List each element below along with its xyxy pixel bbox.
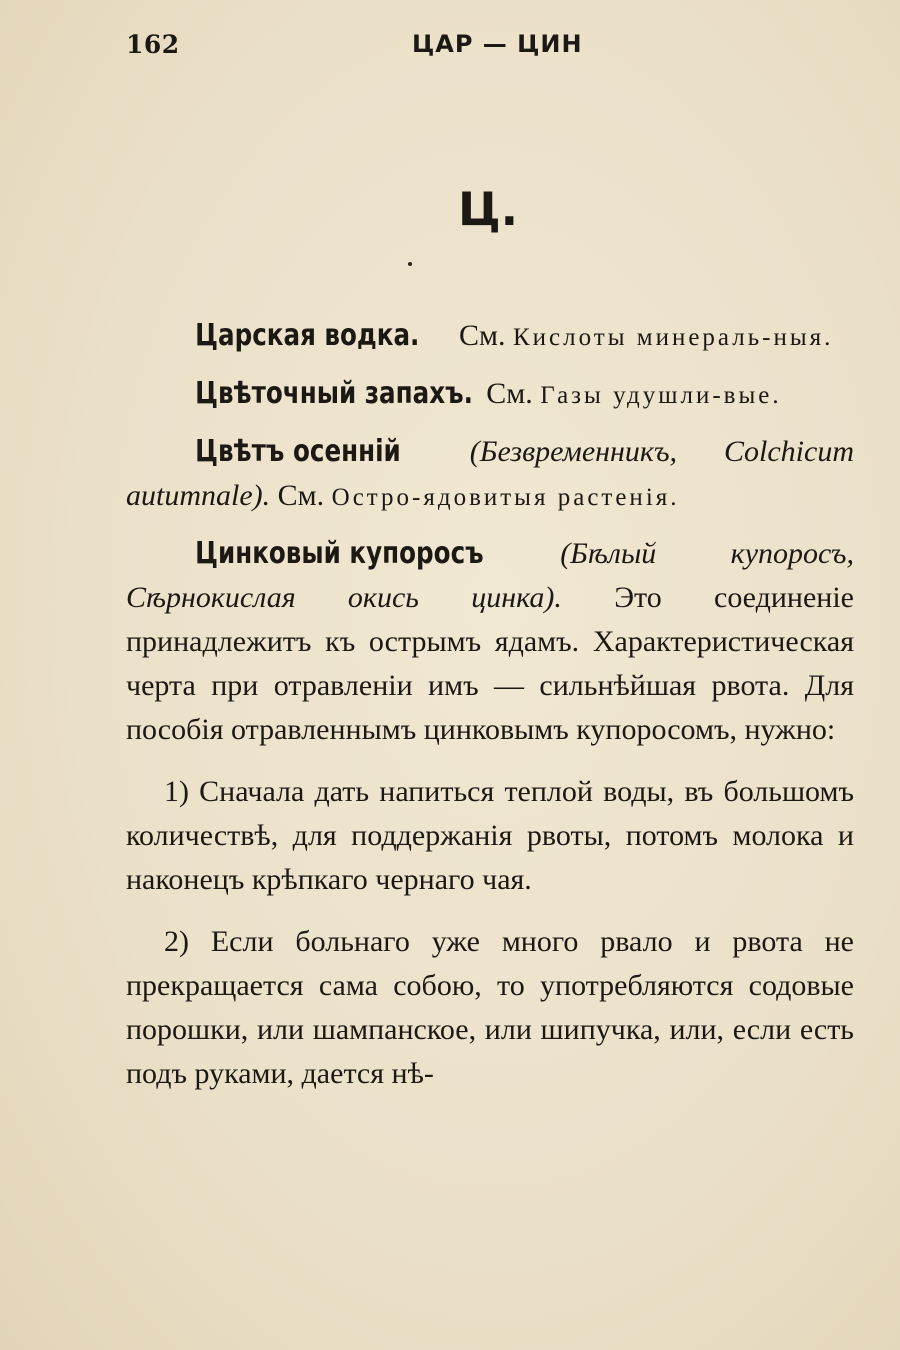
entry-synonyms: (Бѣлый купоросъ, Сѣрнокислая окись цинка).	[126, 537, 855, 614]
dictionary-entry	[126, 314, 854, 360]
entry-headword: Цвѣтъ осеннiй	[195, 434, 401, 469]
page-body	[126, 314, 854, 1114]
cross-reference: Газы удушли-вые.	[540, 382, 782, 409]
ink-speck	[408, 262, 412, 266]
entry-headword: Царская водка.	[195, 318, 420, 353]
page-number: 162	[126, 30, 180, 59]
entry-text: Это соединенiе принадлежитъ къ острымъ ядамъ. Характеристическая черта при отравленiи имъ — сильнѣйшая рвота. Для пособiя отравленнымъ цинковымъ купоросомъ, нужно:	[126, 581, 854, 746]
section-heading: Ц.	[458, 182, 519, 236]
dictionary-entry	[126, 430, 854, 520]
running-head	[120, 30, 860, 70]
dictionary-entry	[126, 532, 854, 752]
entry-headword: Цинковый купоросъ	[195, 536, 484, 571]
see-reference-marker: См.	[486, 377, 533, 410]
see-reference-marker: См.	[277, 479, 325, 512]
cross-reference: Кислоты минераль-ныя.	[512, 324, 834, 351]
entry-headword: Цвѣточный запахъ.	[195, 376, 473, 411]
dictionary-entry	[126, 372, 854, 418]
cross-reference: Остро-ядовитыя растенiя.	[331, 484, 680, 511]
numbered-paragraph: 2) Если больнаго уже много рвало и рвота не прекращается сама собою, то употребляются содовые порошки, или шампанское, или шипучка, или, если есть подъ руками, дается нѣ-	[126, 925, 854, 1090]
entry-synonyms: (Безвременникъ, Colchicum autumnale).	[126, 435, 854, 512]
numbered-paragraph: 1) Сначала дать напиться теплой воды, въ большомъ количествѣ, для поддержанiя рвоты, потомъ молока и наконецъ крѣпкаго чернаго чая.	[126, 775, 854, 896]
running-head-title: ЦАР — ЦИН	[412, 30, 583, 58]
see-reference-marker: См.	[458, 319, 506, 352]
